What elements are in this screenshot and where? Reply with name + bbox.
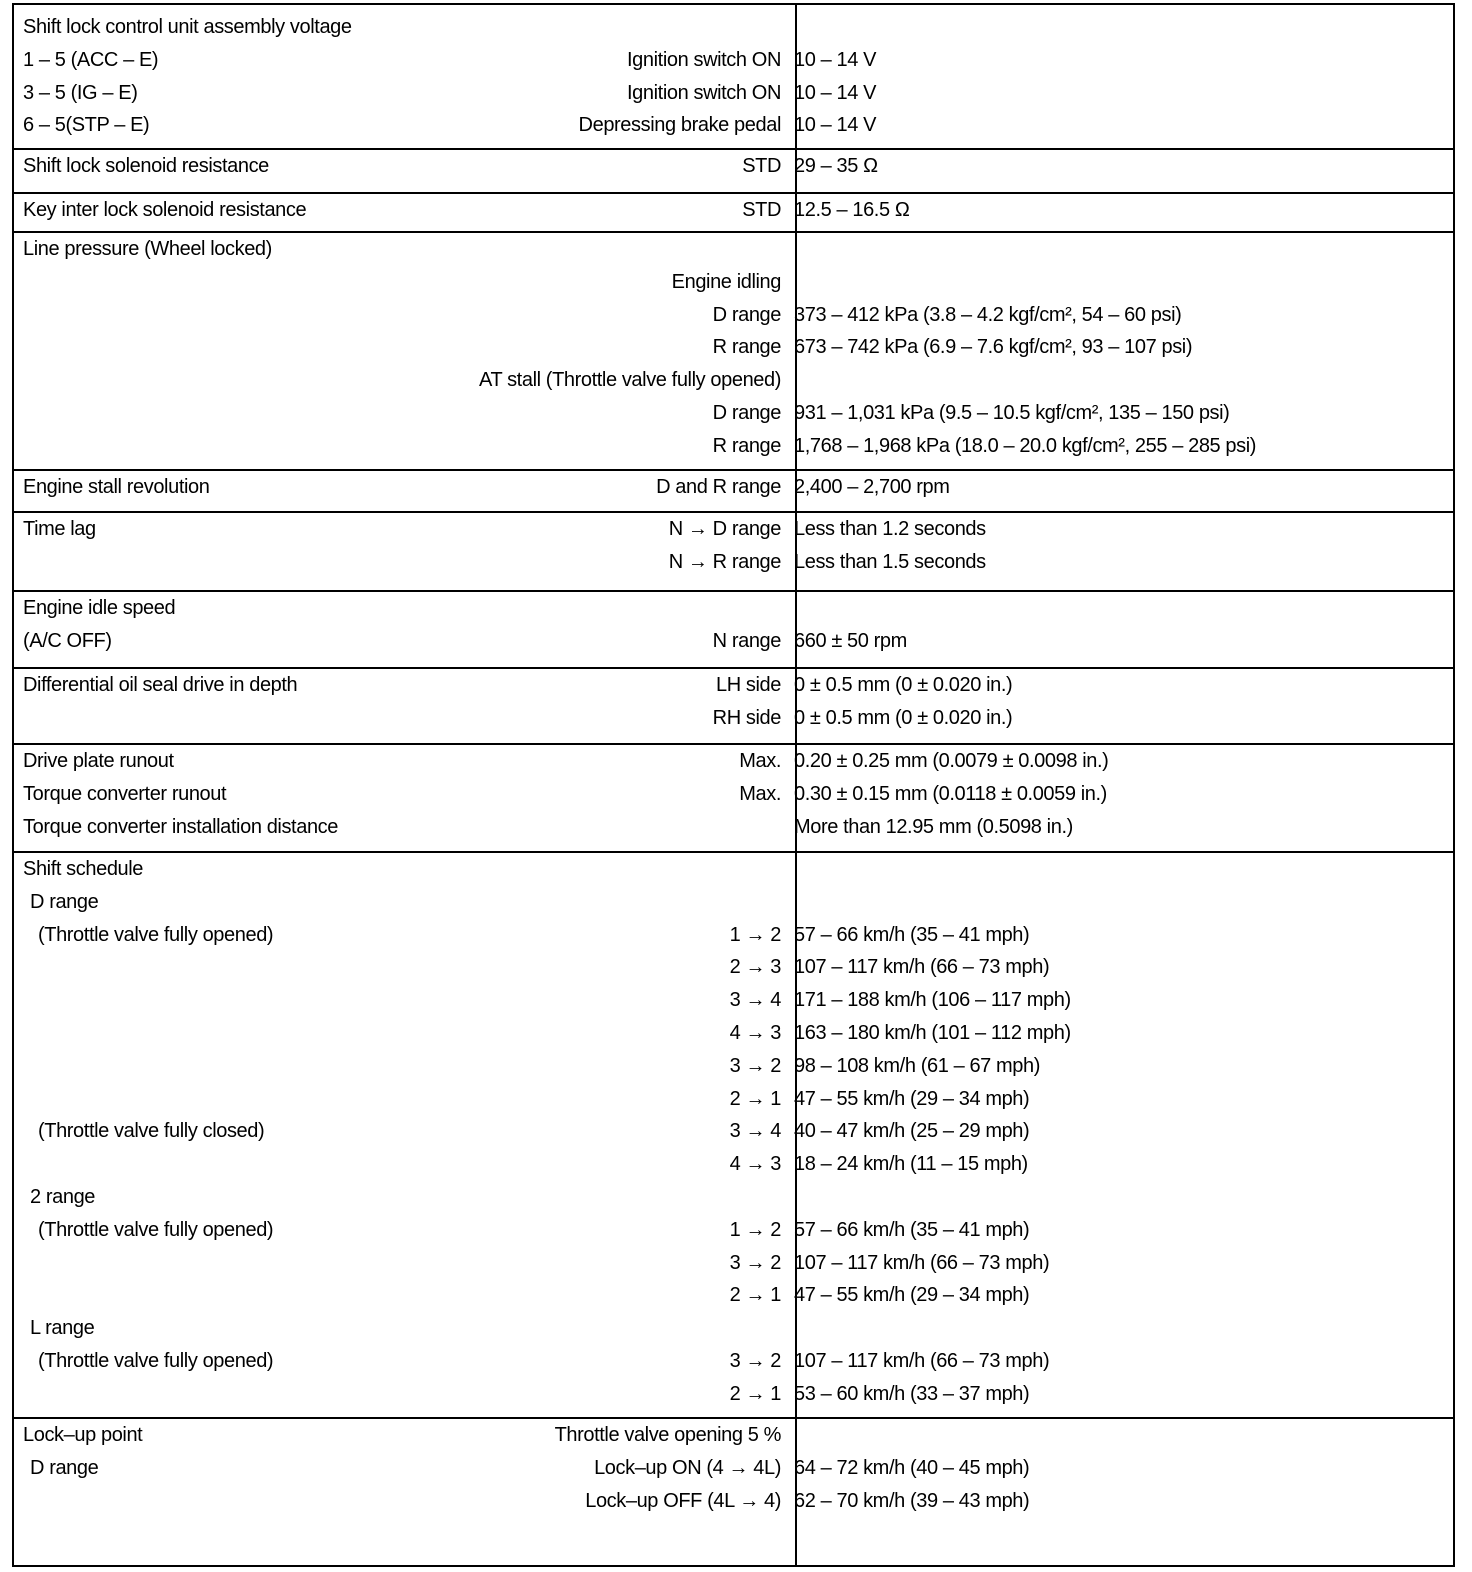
spec-row: [14, 11, 1453, 44]
section-key-interlock-solenoid: [14, 192, 1453, 221]
spec-label: (Throttle valve fully opened): [38, 1218, 274, 1241]
spec-value: 373 – 412 kPa (3.8 – 4.2 kgf/cm², 54 – 60 psi): [794, 303, 1182, 326]
spec-condition: 4 → 3: [729, 1153, 781, 1176]
spec-value: 10 – 14 V: [794, 81, 877, 104]
spec-label: D range: [30, 890, 99, 913]
section-lock-up-point: [14, 1417, 1453, 1512]
spec-condition: Ignition switch ON: [627, 48, 781, 71]
spec-label: Time lag: [23, 518, 96, 540]
spec-condition: D range: [712, 303, 781, 326]
spec-condition: 4 → 3: [729, 1022, 781, 1044]
spec-condition: 3 → 2: [729, 1251, 781, 1274]
spec-row: [14, 1050, 1453, 1083]
spec-row: [14, 811, 1453, 844]
spec-value: 673 – 742 kPa (6.9 – 7.6 kgf/cm², 93 – 107 psi): [794, 336, 1193, 359]
spec-row: [14, 299, 1453, 332]
spec-condition: N → R range: [668, 550, 781, 573]
spec-row: [14, 44, 1453, 77]
spec-value: 98 – 108 km/h (61 – 67 mph): [794, 1054, 1041, 1077]
spec-row: [14, 1452, 1453, 1485]
spec-condition: Max.: [739, 750, 781, 772]
spec-value: 57 – 66 km/h (35 – 41 mph): [794, 923, 1030, 946]
spec-value: 107 – 117 km/h (66 – 73 mph): [794, 956, 1050, 979]
spec-label: Torque converter runout: [23, 782, 227, 805]
spec-row: [14, 430, 1453, 463]
spec-row: [14, 1279, 1453, 1312]
spec-value: 1,768 – 1,968 kPa (18.0 – 20.0 kgf/cm², 255 – 285 psi): [794, 434, 1257, 457]
spec-condition: 1 → 2: [729, 1218, 781, 1241]
spec-condition: R range: [712, 434, 781, 457]
spec-row: [14, 109, 1453, 142]
spec-value: 2,400 – 2,700 rpm: [794, 476, 950, 498]
spec-value: 47 – 55 km/h (29 – 34 mph): [794, 1284, 1030, 1307]
section-line-pressure: [14, 231, 1453, 457]
spec-condition: 2 → 1: [729, 1284, 781, 1307]
spec-row: [14, 745, 1453, 778]
spec-label: Differential oil seal drive in depth: [23, 674, 298, 696]
spec-label: D range: [30, 1456, 99, 1479]
spec-table: [12, 3, 1455, 1567]
spec-condition: LH side: [715, 674, 781, 696]
spec-value: 10 – 14 V: [794, 48, 877, 71]
spec-value: 12.5 – 16.5 Ω: [794, 199, 910, 221]
spec-condition: 2 → 3: [729, 956, 781, 979]
spec-row: [14, 853, 1453, 886]
spec-row: [14, 233, 1453, 266]
spec-label: 2 range: [30, 1186, 96, 1208]
spec-row: [14, 513, 1453, 546]
spec-condition: Throttle valve opening 5 %: [554, 1424, 781, 1446]
spec-row: [14, 702, 1453, 735]
spec-row: [14, 1419, 1453, 1452]
spec-value: 18 – 24 km/h (11 – 15 mph): [794, 1153, 1028, 1176]
spec-row: [14, 471, 1453, 504]
spec-row: [14, 1345, 1453, 1378]
spec-row: [14, 1247, 1453, 1280]
spec-condition: D and R range: [656, 476, 781, 498]
spec-condition: 2 → 1: [729, 1087, 781, 1110]
spec-row: [14, 546, 1453, 579]
section-engine-idle-speed: [14, 590, 1453, 652]
spec-row: [14, 1148, 1453, 1181]
spec-row: [14, 331, 1453, 364]
spec-label: Shift schedule: [23, 858, 144, 880]
spec-value: 0.30 ± 0.15 mm (0.0118 ± 0.0059 in.): [794, 782, 1107, 805]
spec-value: 107 – 117 km/h (66 – 73 mph): [794, 1350, 1050, 1372]
spec-row: [14, 1083, 1453, 1116]
spec-value: 40 – 47 km/h (25 – 29 mph): [794, 1120, 1030, 1143]
spec-row: [14, 364, 1453, 397]
spec-label: (A/C OFF): [23, 629, 112, 652]
spec-row: [14, 592, 1453, 625]
spec-row: [14, 194, 1453, 227]
spec-condition: 3 → 4: [729, 1120, 781, 1143]
spec-value: 64 – 72 km/h (40 – 45 mph): [794, 1456, 1030, 1479]
spec-condition: Max.: [739, 782, 781, 805]
spec-condition: Ignition switch ON: [627, 81, 781, 104]
spec-row: [14, 1214, 1453, 1247]
spec-label: (Throttle valve fully closed): [38, 1120, 265, 1143]
spec-label: Lock–up point: [23, 1424, 143, 1446]
spec-row: [14, 77, 1453, 110]
spec-row: [14, 886, 1453, 919]
spec-label: Key inter lock solenoid resistance: [23, 199, 307, 221]
spec-condition: Engine idling: [671, 270, 781, 293]
spec-label: Line pressure (Wheel locked): [23, 238, 272, 260]
spec-value: Less than 1.5 seconds: [794, 550, 986, 573]
spec-label: Shift lock solenoid resistance: [23, 155, 269, 177]
spec-condition: 3 → 4: [729, 989, 781, 1012]
spec-condition: R range: [712, 336, 781, 359]
spec-row: [14, 150, 1453, 183]
spec-value: 53 – 60 km/h (33 – 37 mph): [794, 1382, 1030, 1405]
spec-label: Drive plate runout: [23, 750, 174, 772]
spec-condition: RH side: [712, 706, 781, 729]
spec-condition: Lock–up ON (4 → 4L): [594, 1456, 781, 1479]
spec-row: [14, 778, 1453, 811]
spec-condition: 3 → 2: [729, 1054, 781, 1077]
spec-label: 1 – 5 (ACC – E): [23, 48, 159, 71]
spec-value: 29 – 35 Ω: [794, 155, 878, 177]
spec-value: 107 – 117 km/h (66 – 73 mph): [794, 1251, 1050, 1274]
spec-row: [14, 397, 1453, 430]
spec-label: L range: [30, 1317, 95, 1340]
section-shift-lock-solenoid: [14, 148, 1453, 177]
spec-value: 163 – 180 km/h (101 – 112 mph): [794, 1022, 1071, 1044]
section-runout: [14, 743, 1453, 838]
spec-value: 62 – 70 km/h (39 – 43 mph): [794, 1489, 1030, 1512]
spec-value: 931 – 1,031 kPa (9.5 – 10.5 kgf/cm², 135 – 150 psi): [794, 402, 1230, 424]
spec-condition: AT stall (Throttle valve fully opened): [479, 369, 781, 392]
spec-label: (Throttle valve fully opened): [38, 923, 274, 946]
section-engine-stall-revolution: [14, 469, 1453, 498]
spec-row: [14, 1017, 1453, 1050]
spec-value: 57 – 66 km/h (35 – 41 mph): [794, 1218, 1030, 1241]
spec-value: 171 – 188 km/h (106 – 117 mph): [794, 989, 1071, 1012]
spec-row: [14, 1378, 1453, 1411]
spec-value: 0.20 ± 0.25 mm (0.0079 ± 0.0098 in.): [794, 750, 1109, 772]
spec-condition: N → D range: [668, 518, 781, 540]
spec-row: [14, 669, 1453, 702]
spec-condition: D range: [712, 402, 781, 424]
spec-value: 47 – 55 km/h (29 – 34 mph): [794, 1087, 1030, 1110]
spec-condition: Depressing brake pedal: [578, 114, 781, 137]
spec-row: [14, 1485, 1453, 1518]
spec-condition: 2 → 1: [729, 1382, 781, 1405]
spec-row: [14, 1312, 1453, 1345]
spec-row: [14, 266, 1453, 299]
spec-condition: N range: [712, 629, 781, 652]
spec-row: [14, 984, 1453, 1017]
spec-value: 0 ± 0.5 mm (0 ± 0.020 in.): [794, 674, 1013, 696]
spec-row: [14, 1115, 1453, 1148]
spec-label: 6 – 5(STP – E): [23, 114, 150, 137]
spec-label: Engine stall revolution: [23, 476, 210, 498]
section-differential-oil-seal: [14, 667, 1453, 729]
spec-row: [14, 919, 1453, 952]
spec-label: Engine idle speed: [23, 597, 176, 619]
spec-label: Torque converter installation distance: [23, 815, 338, 838]
spec-label: (Throttle valve fully opened): [38, 1350, 274, 1372]
spec-label: 3 – 5 (IG – E): [23, 81, 138, 104]
spec-value: Less than 1.2 seconds: [794, 518, 986, 540]
spec-row: [14, 951, 1453, 984]
spec-row: [14, 625, 1453, 658]
spec-condition: 1 → 2: [729, 923, 781, 946]
section-shift-schedule: [14, 851, 1453, 1405]
spec-condition: STD: [742, 155, 781, 177]
spec-value: 10 – 14 V: [794, 114, 877, 137]
spec-row: [14, 1181, 1453, 1214]
spec-condition: Lock–up OFF (4L → 4): [585, 1489, 781, 1512]
spec-condition: STD: [742, 199, 781, 221]
spec-value: 0 ± 0.5 mm (0 ± 0.020 in.): [794, 706, 1013, 729]
section-time-lag: [14, 511, 1453, 573]
spec-value: 660 ± 50 rpm: [794, 629, 907, 652]
spec-label: Shift lock control unit assembly voltage: [23, 16, 352, 38]
spec-value: More than 12.95 mm (0.5098 in.): [794, 815, 1073, 838]
spec-condition: 3 → 2: [729, 1350, 781, 1372]
